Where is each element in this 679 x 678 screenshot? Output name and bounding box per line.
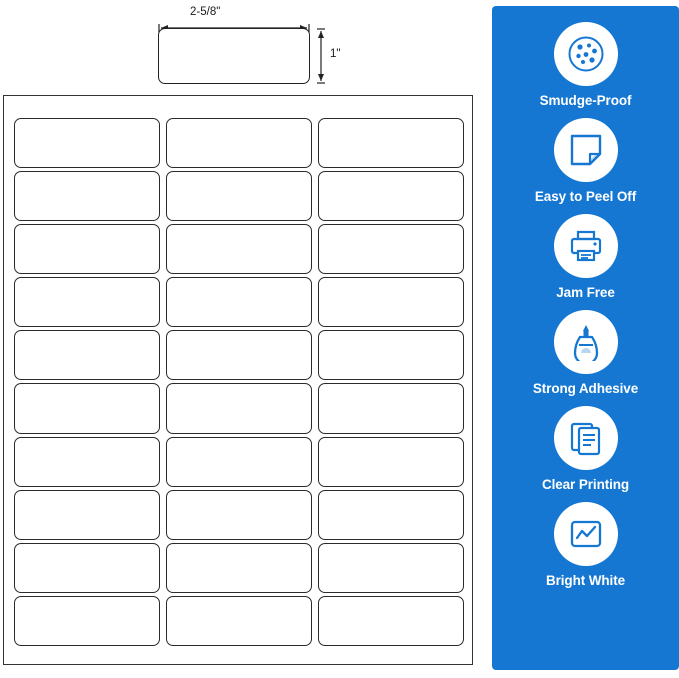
width-dimension-text: 2-5/8" — [190, 6, 221, 18]
label-cell — [318, 277, 464, 327]
label-cell — [166, 118, 312, 168]
height-dimension-arrow — [316, 28, 326, 84]
label-cell — [318, 383, 464, 433]
label-cell — [14, 118, 160, 168]
feature-item — [492, 118, 679, 204]
label-cell — [166, 224, 312, 274]
label-grid — [14, 118, 464, 646]
label-cell — [14, 543, 160, 593]
feature-label: Smudge-Proof — [539, 93, 632, 108]
feature-item — [492, 502, 679, 588]
label-cell — [318, 596, 464, 646]
droplets-icon — [554, 22, 618, 86]
feature-item — [492, 214, 679, 300]
label-cell — [166, 596, 312, 646]
printer-icon — [554, 214, 618, 278]
label-cell — [166, 543, 312, 593]
feature-label: Clear Printing — [541, 477, 630, 492]
documents-icon — [554, 406, 618, 470]
feature-item — [492, 22, 679, 108]
label-cell — [318, 490, 464, 540]
label-cell — [14, 596, 160, 646]
label-cell — [318, 171, 464, 221]
label-cell — [166, 277, 312, 327]
feature-label: Jam Free — [556, 285, 615, 300]
chart-spark-icon — [554, 502, 618, 566]
label-cell — [318, 118, 464, 168]
dimension-diagram — [150, 6, 350, 90]
label-cell — [166, 437, 312, 487]
label-cell — [166, 490, 312, 540]
label-cell — [318, 224, 464, 274]
label-cell — [318, 543, 464, 593]
label-cell — [166, 330, 312, 380]
label-cell — [14, 383, 160, 433]
feature-panel — [492, 6, 679, 670]
peel-corner-icon — [554, 118, 618, 182]
feature-item — [492, 310, 679, 396]
label-cell — [14, 437, 160, 487]
label-cell — [166, 171, 312, 221]
feature-label: Easy to Peel Off — [534, 189, 637, 204]
label-cell — [318, 437, 464, 487]
label-cell — [14, 277, 160, 327]
feature-label: Strong Adhesive — [532, 381, 639, 396]
label-cell — [318, 330, 464, 380]
feature-item — [492, 406, 679, 492]
sample-label-shape — [158, 28, 310, 84]
feature-label: Bright White — [545, 573, 626, 588]
label-cell — [14, 171, 160, 221]
label-cell — [14, 490, 160, 540]
label-cell — [14, 330, 160, 380]
label-sheet — [3, 95, 473, 665]
label-cell — [14, 224, 160, 274]
height-dimension-text: 1" — [330, 48, 341, 60]
label-cell — [166, 383, 312, 433]
glue-bottle-icon — [554, 310, 618, 374]
